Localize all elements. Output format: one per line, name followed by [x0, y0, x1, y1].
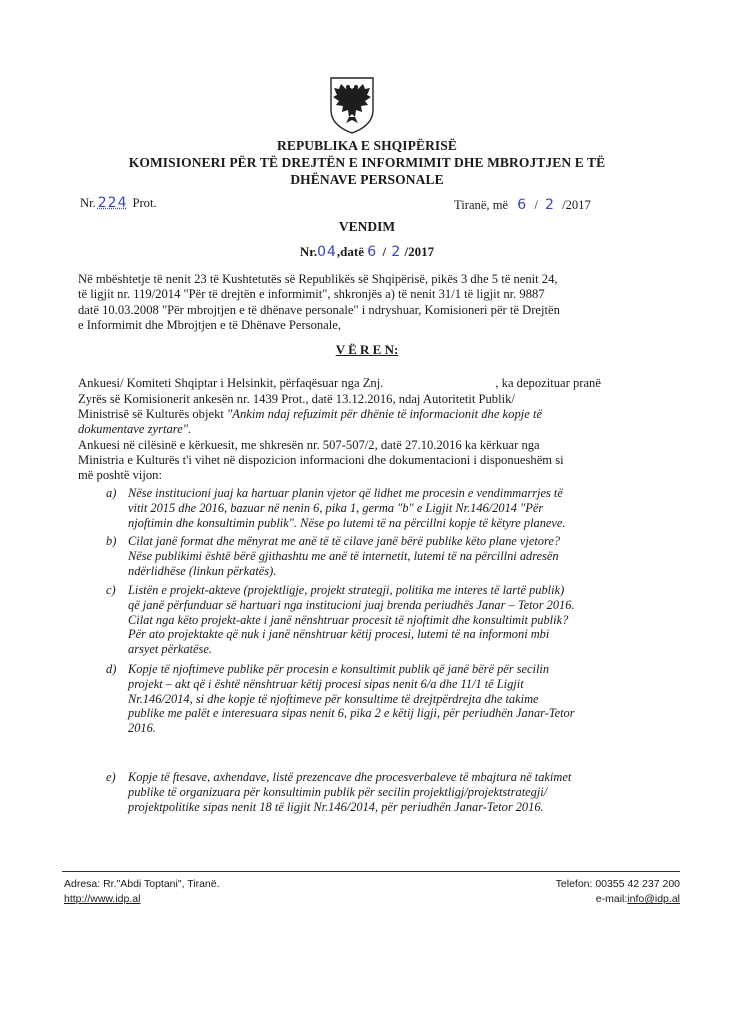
- list-marker-b: b): [106, 534, 117, 548]
- intro-line-3: datë 10.03.2008 "Për mbrojtjen e të dhënave personale" i ndryshuar, Komisioneri për të Drejtën: [78, 303, 560, 317]
- para2-line-2: Ministria e Kulturës t'i vihet në dispozicion informacioni dhe dokumentacioni i disponueshëm si: [78, 453, 564, 467]
- list-marker-e: e): [106, 770, 116, 784]
- decision-nr-handwritten: 04: [317, 244, 337, 260]
- footer-address: Adresa: Rr."Abdi Toptani", Tiranë.: [64, 878, 220, 890]
- list-item-d-line-1: Kopje të njoftimeve publike për procesin e konsultimit publik që janë bërë për secilin: [128, 662, 550, 676]
- para1-line-3a: Ministrisë së Kulturës objekt: [78, 407, 228, 421]
- decision-year: /2017: [404, 244, 435, 259]
- list-item-c-line-4: Për ato projektakte që nuk i janë nënshtruar këtij procesi, lutemi të na informoni mbi: [128, 627, 550, 642]
- list-item-e-line-3: projektpolitike sipas nenit 18 të ligjit Nr.146/2014, për periudhën Janar-Tetor 2016.: [128, 799, 544, 814]
- decision-day-handwritten: 6: [367, 244, 378, 260]
- list-item-a-line-2: vitit 2015 dhe 2016, bazuar në nenin 6, pika 1, germa "b" e Ligjit Nr.146/2014 "Për: [128, 500, 544, 515]
- list-item-e-line-2: publike të organizuara për konsultimin publik për secilin projektligj/projektstrategji/: [128, 784, 548, 799]
- footer-phone: Telefon: 00355 42 237 200: [555, 878, 680, 890]
- intro-line-4: e Informimit dhe Mbrojtjen e të Dhënave Personale,: [78, 318, 341, 332]
- list-item-a: [128, 486, 612, 530]
- place-date: Tiranë, më 6 / 2 /2017: [454, 197, 591, 213]
- list-item-a-line-3: njoftimin dhe konsultimin publik". Nëse po lutemi të na përcillni kopje të këtyre planeve.: [128, 515, 566, 530]
- protocol-number: [80, 196, 157, 211]
- decision-nr-label: Nr.: [299, 244, 318, 259]
- list-item-c-line-5: arsyet përkatëse.: [128, 642, 212, 657]
- protocol-nr-handwritten: 224: [97, 195, 128, 211]
- list-item-e: [128, 770, 612, 814]
- para2-line-3: më poshtë vijon:: [78, 468, 162, 482]
- list-item-c-line-1: Listën e projekt-akteve (projektligje, projekt strategji, politika me interes të lartë publik): [128, 583, 565, 597]
- list-item-b-line-2: Nëse publikimi është bërë gjithashtu me anë të internetit, lutemi të na përcillni adresën: [128, 548, 559, 563]
- para1-line-4: dokumentave zyrtare".: [78, 422, 192, 436]
- list-marker-c: c): [106, 583, 116, 597]
- list-item-c: [128, 583, 612, 657]
- para1-line-3: [78, 407, 618, 422]
- commissioner-heading-line1: KOMISIONERI PËR TË DREJTËN E INFORMIMIT DHE MBROJTJEN E TË: [128, 155, 606, 170]
- para2-line-1: Ankuesi në cilësinë e kërkuesit, me shkresën nr. 507-507/2, datë 27.10.2016 ka kërkuar nga: [78, 438, 540, 452]
- list-item-d-line-3: Nr.146/2014, si dhe kopje të njoftimeve për konsultime të drejtpërdrejta dhe takime: [128, 691, 539, 706]
- para1-line-2: Zyrës së Komisionerit ankesën nr. 1439 Prot., datë 13.12.2016, ndaj Autoritetit Publik/: [78, 392, 515, 406]
- commissioner-heading-line2: DHËNAVE PERSONALE: [290, 172, 444, 187]
- para1-line-3b: "Ankim ndaj refuzimit për dhënie të informacionit dhe kopje të: [227, 407, 543, 421]
- list-item-c-line-3: Cilat nga këto projekt-akte i janë nënshtruar procesit të njoftimit dhe konsultimit publik?: [128, 612, 569, 627]
- footer-divider: [62, 871, 680, 872]
- list-item-c-line-2: që janë përfunduar së hartuari nga institucioni juaj brenda periudhës Janar – Tetor 2016.: [128, 597, 575, 612]
- list-item-b-line-1: Cilat janë format dhe mënyrat me anë të të cilave janë bërë publike këto plane vjetore?: [128, 534, 561, 548]
- place-year: /2017: [562, 198, 591, 212]
- place-month-handwritten: 2: [545, 197, 555, 213]
- list-marker-a: a): [106, 486, 117, 500]
- list-marker-d: d): [106, 662, 117, 676]
- decision-number: Nr.04,datë 6 / 2 /2017: [299, 244, 435, 260]
- list-item-d: [128, 662, 612, 736]
- list-item-d-line-4: publike me palët e interesuara sipas nenit 6, pika 2 e këtij ligji, për periudhën Janar-Tetor: [128, 706, 575, 721]
- section-heading-veren: V Ë R E N:: [335, 342, 399, 357]
- para1-line-1b: , ka depozituar pranë: [495, 376, 601, 390]
- protocol-prot-label: Prot.: [132, 196, 157, 210]
- decision-month-handwritten: 2: [391, 244, 402, 260]
- footer-website-link[interactable]: http://www.idp.al: [64, 893, 141, 905]
- footer-email-link[interactable]: info@idp.al: [627, 893, 680, 905]
- list-item-e-line-1: Kopje të ftesave, axhendave, listë prezencave dhe procesverbaleve të mbajtura në takimet: [128, 770, 572, 784]
- intro-line-1: Në mbështetje të nenit 23 të Kushtetutës së Republikës së Shqipërisë, pikës 3 dhe 5 të nenit 24,: [78, 272, 558, 286]
- intro-line-2: të ligjit nr. 119/2014 "Për të drejtën e informimit", shkronjës a) të nenit 31/1 të ligjit nr. 9887: [78, 287, 545, 301]
- para1-line-1: [78, 376, 612, 391]
- republic-heading: REPUBLIKA E SHQIPËRISË: [276, 138, 457, 153]
- place-label: Tiranë, më: [454, 198, 509, 212]
- footer-email-label: e-mail:: [595, 893, 628, 905]
- protocol-nr-label: Nr.: [80, 196, 96, 210]
- document-title: VENDIM: [338, 219, 396, 234]
- list-item-b: [128, 534, 612, 578]
- place-day-handwritten: 6: [517, 197, 528, 213]
- footer-email: [476, 893, 680, 905]
- list-item-d-line-5: 2016.: [128, 721, 156, 736]
- list-item-a-line-1: Nëse institucioni juaj ka hartuar planin vjetor që lidhet me procesin e vendimmarrjes të: [128, 486, 563, 500]
- list-item-d-line-2: projekt – akt që i është nënshtruar këtij procesi sipas nenit 6/a dhe 11/1 të Ligjit: [128, 676, 524, 691]
- list-item-b-line-3: ndërlidhëse (linkun përkatës).: [128, 563, 277, 578]
- decision-date-label: ,datë: [336, 244, 365, 259]
- para1-line-1a: Ankuesi/ Komiteti Shqiptar i Helsinkit, përfaqësuar nga Znj.: [78, 376, 384, 390]
- coat-of-arms-icon: [327, 76, 377, 134]
